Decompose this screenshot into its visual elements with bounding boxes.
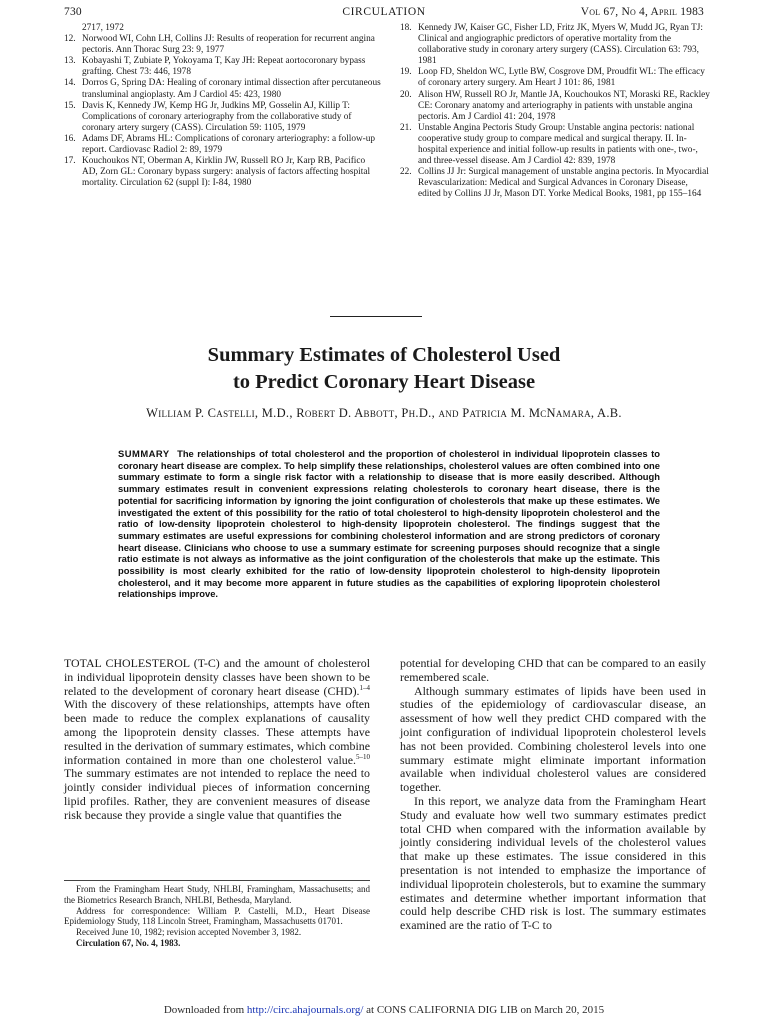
article-authors: William P. Castelli, M.D., Robert D. Abbott, Ph.D., and Patricia M. McNamara, A.B. xyxy=(146,406,622,420)
download-link[interactable]: http://circ.ahajournals.org/ xyxy=(246,1004,364,1016)
references-right-column xyxy=(400,23,710,201)
reference-item: 21. Unstable Angina Pectoris Study Group: Unstable angina pectoris: national cooperative study group to compare medical and surgical therapy. II. In-hospital experience and initial follow-up results in patients with one-, two-, and three-vessel disease. Am J Cardiol 42: 839, 1978 xyxy=(400,122,698,167)
footnote-received: Received June 10, 1982; revision accepted November 3, 1982. xyxy=(76,927,302,938)
abstract-text: The relationships of total cholesterol and the proportion of cholesterol in individual lipoprotein classes to coronary heart disease are complex. To help simplify these relationships, cholesterol values are often combined into one summary estimate to form a single risk factor with a relationship to disease that is more easily described. Although summary estimates result in convenient expressions relating cholesterols to coronary heart disease, there is the potential for sacrificing information by ignoring the joint configuration of cholesterols that make up these estimates. We investigated the extent of this possibility for the ratio of total cholesterol to high-density lipoprotein cholesterol and the ratio of low-density lipoprotein cholesterol to high-density lipoprotein cholesterol. The findings suggest that the summary estimates are useful expressions for combining cholesterol information and are strong predictors of coronary heart disease. Clinicians who choose to use a summary estimate for screening purposes should recognize that a single ratio estimate is not always as informative as the joint configuration of the cholesterols that make up the estimate. This possibility is most clearly exhibited for the ratio of low-density lipoprotein cholesterol to high-density lipoprotein cholesterol, and it may become more apparent in future studies as the capabilities of exploring lipoprotein cholesterol relationships improve. xyxy=(118,448,660,600)
reference-item: 16. Adams DF, Abrams HL: Complications of coronary arteriography: a follow-up report. Cardiovasc Radiol 2: 89, 1979 xyxy=(64,133,376,156)
download-notice: Downloaded from http://circ.ahajournals.org/ at CONS CALIFORNIA DIG LIB on March 20, 2015 xyxy=(163,1004,605,1016)
reference-item: 14. Dorros G, Spring DA: Healing of coronary intimal dissection after percutaneous transluminal angioplasty. Am J Cardiol 45: 423, 1980 xyxy=(64,78,381,100)
section-divider xyxy=(330,316,422,317)
reference-item: 12. Norwood WI, Cohn LH, Collins JJ: Results of reoperation for recurrent angina pectoris. Ann Thorac Surg 23: 9, 1977 xyxy=(64,34,375,56)
body-right-column xyxy=(400,657,706,933)
reference-item: 20. Alison HW, Russell RO Jr, Mantle JA, Kouchoukos NT, Moraski RE, Rackley CE: Coronary anatomy and arteriography in patients with unstable angina pectoris. Am J Cardiol 41: 204, 1978 xyxy=(400,89,710,122)
journal-name: CIRCULATION xyxy=(342,6,426,18)
footnote-divider xyxy=(64,880,370,881)
article-title xyxy=(0,342,768,396)
reference-item: 22. Collins JJ Jr: Surgical management of unstable angina pectoris. In Myocardial Revascularization: Medical and Surgical Advances in Coronary Disease, edited by Collins JJ Jr, Mason DT. Yorke Medical Books, 1981, pp 155–164 xyxy=(400,167,709,200)
reference-item: 19. Loop FD, Sheldon WC, Lytle BW, Cosgrove DM, Proudfit WL: The efficacy of coronary artery surgery. Am Heart J 101: 86, 1981 xyxy=(400,67,705,89)
article-title-line-1: Summary Estimates of Cholesterol Used xyxy=(207,344,561,366)
reference-item: 17. Kouchoukos NT, Oberman A, Kirklin JW, Russell RO Jr, Karp RB, Pacifico AD, Zorn GL: Coronary bypass surgery: analysis of factors affecting hospital mortality. Circulation 62 (suppl I): I-84, 1980 xyxy=(64,156,371,189)
references-left-column xyxy=(64,23,382,189)
reference-item: 15. Davis K, Kennedy JW, Kemp HG Jr, Judkins MP, Gosselin AJ, Killip T: Complications of coronary arteriography from the collaborative study of coronary artery surgery (CASS). Circulation 59: 1105, 1979 xyxy=(64,100,352,133)
article-title-line-2: to Predict Coronary Heart Disease xyxy=(232,371,536,393)
reference-item: 13. Kobayashi T, Zubiate P, Yokoyama T, Kay JH: Repeat aortocoronary bypass grafting. Chest 73: 446, 1978 xyxy=(64,56,366,78)
page-number: 730 xyxy=(64,6,82,18)
body-paragraph: potential for developing CHD that can be compared to an easily remembered scale. xyxy=(400,656,706,684)
body-paragraph: In this report, we analyze data from the Framingham Heart Study and evaluate how well two summary estimates predict total CHD when compared with the information available by jointly considering individual levels of the cholesterol values that make up these estimates. The issue considered in this presentation is not intended to emphasize the importance of individual lipoprotein cholesterols, but to examine the summary estimates and determine whether important information that could help describe CHD risk is lost. The summary estimates examined are the ratio of T-C to xyxy=(400,793,706,933)
citation-superscript: 1–4 xyxy=(359,683,370,692)
abstract xyxy=(118,448,660,600)
footnotes xyxy=(64,884,370,949)
reference-item: 2717, 1972 xyxy=(82,23,124,33)
body-left-column xyxy=(64,657,370,823)
abstract-lead: SUMMARY xyxy=(118,448,170,459)
footnote-correspondence: Address for correspondence: William P. Castelli, M.D., Heart Disease Epidemiology Study, 118 Lincoln Street, Framingham, Massachusetts 01701. xyxy=(64,905,370,927)
citation-superscript: 5–10 xyxy=(356,752,370,761)
issue-info: Vol 67, No 4, April 1983 xyxy=(580,6,704,18)
reference-item: 18. Kennedy JW, Kaiser GC, Fisher LD, Fritz JK, Myers W, Mudd JG, Ryan TJ: Clinical and angiographic predictors of operative mortality from the collaborative study in coronary artery surgery (CASS). Circulation 63: 793, 1981 xyxy=(400,23,703,67)
body-paragraph: Although summary estimates of lipids have been used in studies of the epidemiology of cardiovascular disease, an assessment of how well they predict CHD compared with the joint configuration of individual lipoprotein cholesterol levels has not been provided. Combining cholesterol levels into one summary estimate might eliminate important information available when individual cholesterol values are considered together. xyxy=(400,683,706,795)
footnote-citation: Circulation 67, No. 4, 1983. xyxy=(76,937,181,948)
footnote-affiliation: From the Framingham Heart Study, NHLBI, Framingham, Massachusetts; and the Biometrics Research Branch, NHLBI, Bethesda, Maryland. xyxy=(64,884,370,905)
body-paragraph: TOTAL CHOLESTEROL (T-C) and the amount of cholesterol in individual lipoprotein density classes have been shown to be related to the development of coronary heart disease (CHD).$^{1-4}$ With the discovery of these relationships, attempts have often been made to reduce the complex explanations of causality among the lipoprotein density classes. These attempts have resulted in the derivation of summary estimates, which combine information contained in more than one cholesterol value.$^{5-10}$ The summary estimates are not intended to replace the need to jointly consider individual pieces of information concerning lipid profiles. Rather, they are convenient measures of disease risk because they provide a single value that quantifies the xyxy=(64,656,370,822)
